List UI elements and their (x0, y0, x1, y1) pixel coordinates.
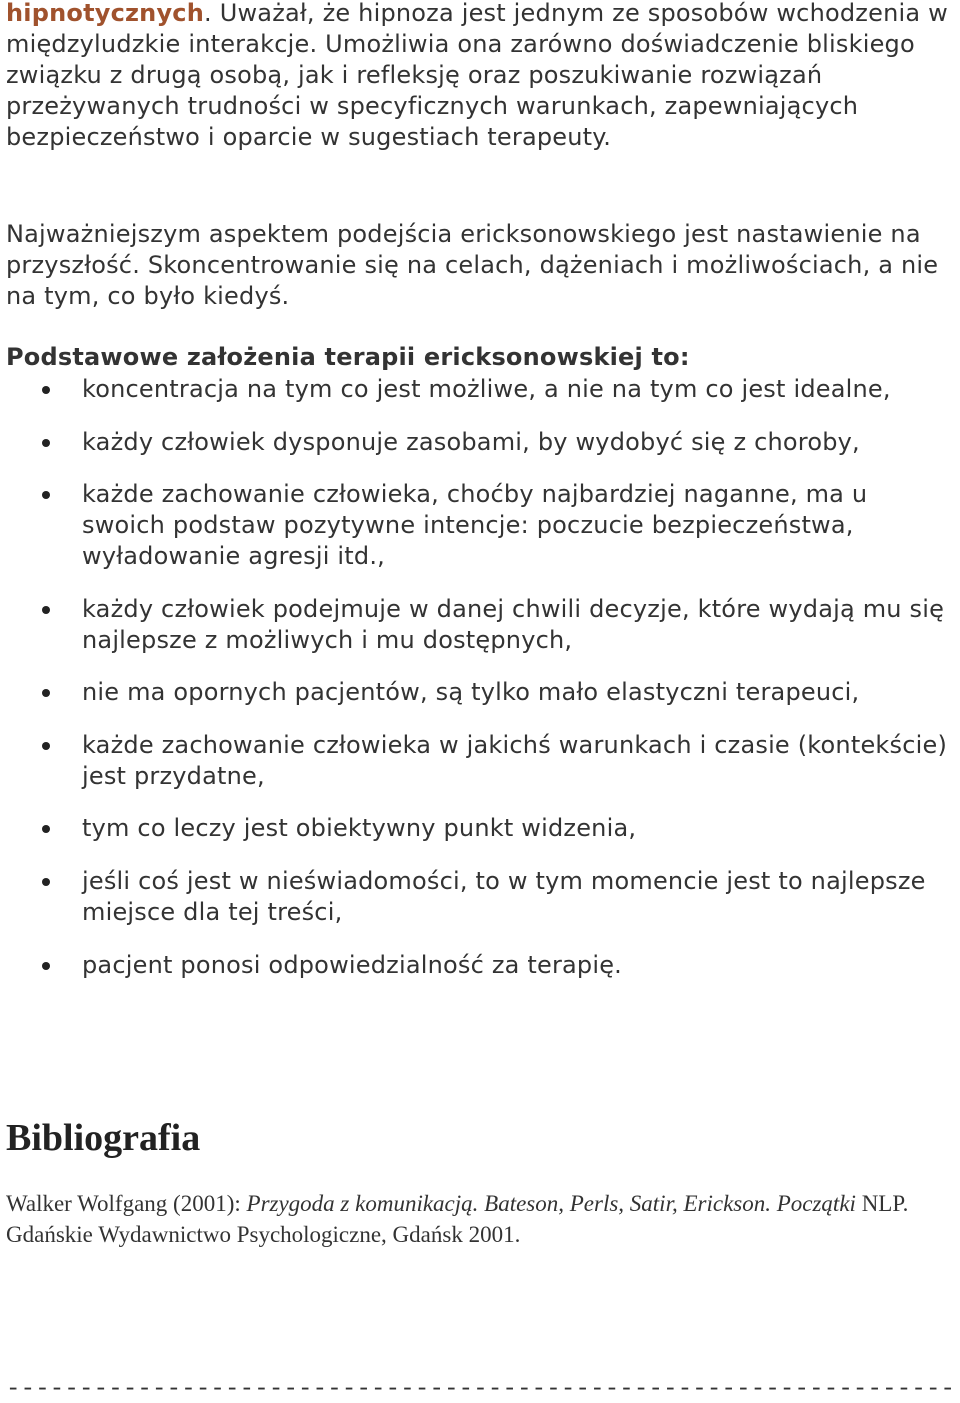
list-item-text: jeśli coś jest w nieświadomości, to w tym momencie jest to najlepsze miejsce dla tej treści, (82, 867, 926, 926)
page-divider: ----------------------------------------------------------------- (6, 1376, 956, 1403)
bibliography-title: Bibliografia (6, 1117, 201, 1159)
intro-paragraph (6, 0, 956, 153)
list-item-text: pacjent ponosi odpowiedzialność za terapię. (82, 951, 623, 979)
list-item-text: każdy człowiek dysponuje zasobami, by wydobyć się z choroby, (82, 428, 860, 456)
list-item (82, 374, 957, 405)
bibliography-author: Walker Wolfgang (2001): (6, 1191, 247, 1216)
list-item (82, 677, 957, 708)
list-item-text: nie ma opornych pacjentów, są tylko mało elastyczni terapeuci, (82, 678, 860, 706)
list-item (82, 479, 957, 572)
highlight-word: hipnotycznych (6, 0, 205, 27)
bullet-icon (42, 878, 50, 886)
bullet-icon (42, 491, 50, 499)
list-item (82, 730, 957, 792)
bullet-icon (42, 606, 50, 614)
bullet-icon (42, 689, 50, 697)
list-item-text: każde zachowanie człowieka, choćby najbardziej naganne, ma u swoich podstaw pozytywne intencje: poczucie bezpieczeństwa, wyładowanie agresji itd., (82, 480, 868, 570)
bullet-icon (42, 742, 50, 750)
list-item (82, 866, 957, 928)
bullet-icon (42, 386, 50, 394)
bibliography-entry (6, 1188, 960, 1250)
list-item-text: każdy człowiek podejmuje w danej chwili decyzje, które wydają mu się najlepsze z możliwych i mu dostępnych, (82, 595, 945, 654)
bibliography-book-title: Przygoda z komunikacją. Bateson, Perls, Satir, Erickson. Początki (246, 1191, 856, 1216)
list-item (82, 594, 957, 656)
bullet-icon (42, 825, 50, 833)
assumptions-heading: Podstawowe założenia terapii ericksonowskiej to: (6, 343, 690, 371)
list-item (82, 950, 957, 981)
list-item (82, 813, 957, 844)
list-item-text: każde zachowanie człowieka w jakichś warunkach i czasie (kontekście) jest przydatne, (82, 731, 948, 790)
list-item-text: tym co leczy jest obiektywny punkt widzenia, (82, 814, 637, 842)
list-item (82, 427, 957, 458)
future-orientation-paragraph: Najważniejszym aspektem podejścia ericksonowskiego jest nastawienie na przyszłość. Skoncentrowanie się na celach, dążeniach i możliwościach, a nie na tym, co było kiedyś. (6, 220, 939, 310)
intro-text: . Uważał, że hipnoza jest jednym ze sposobów wchodzenia w międzyludzkie interakcje. Umożliwia ona zarówno doświadczenie bliskiego związku z drugą osobą, jak i refleksję oraz poszukiwanie rozwiązań przeżywanych trudności w specyficznych warunkach, zapewniających bezpieczeństwo i oparcie w sugestiach terapeuty. (6, 0, 948, 151)
list-item-text: koncentracja na tym co jest możliwe, a nie na tym co jest idealne, (82, 375, 891, 403)
bibliography-publisher: NLP. Gdańskie Wydawnictwo Psychologiczne, Gdańsk 2001. (6, 1191, 909, 1247)
bullet-icon (42, 439, 50, 447)
bullet-icon (42, 962, 50, 970)
